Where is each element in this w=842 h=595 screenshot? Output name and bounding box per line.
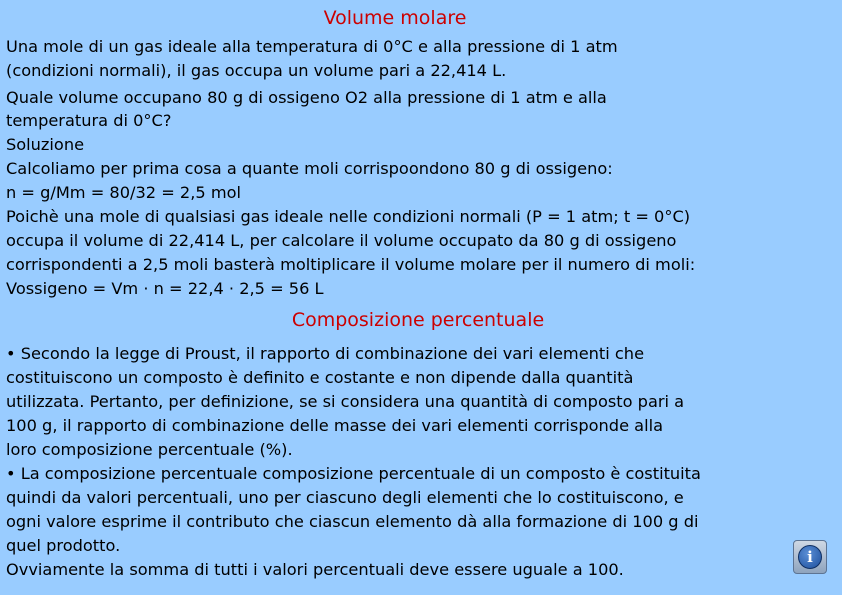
text-line: Calcoliamo per prima cosa a quante moli corrispoondono 80 g di ossigeno:	[6, 159, 613, 178]
text-line: ogni valore esprime il contributo che ciascun elemento dà alla formazione di 100 g di	[6, 512, 699, 531]
text-line: quel prodotto.	[6, 536, 121, 555]
text-line: temperatura di 0°C?	[6, 111, 172, 130]
text-line: occupa il volume di 22,414 L, per calcolare il volume occupato da 80 g di ossigeno	[6, 231, 677, 250]
text-line: loro composizione percentuale (%).	[6, 440, 293, 459]
text-line: Vossigeno = Vm · n = 22,4 · 2,5 = 56 L	[6, 279, 324, 298]
title-composizione-percentuale: Composizione percentuale	[291, 309, 545, 331]
text-line: Soluzione	[6, 135, 85, 154]
text-line: Poichè una mole di qualsiasi gas ideale nelle condizioni normali (P = 1 atm; t = 0°C)	[6, 207, 691, 226]
text-line: (condizioni normali), il gas occupa un volume pari a 22,414 L.	[6, 61, 507, 80]
text-line: Quale volume occupano 80 g di ossigeno O2 alla pressione di 1 atm e alla	[6, 88, 607, 107]
info-button[interactable]	[793, 540, 827, 574]
text-line: 100 g, il rapporto di combinazione delle masse dei vari elementi corrisponde alla	[6, 416, 664, 435]
text-line: • Secondo la legge di Proust, il rapporto di combinazione dei vari elementi che	[6, 344, 645, 363]
info-icon: i	[798, 545, 822, 569]
text-line: n = g/Mm = 80/32 = 2,5 mol	[6, 183, 241, 202]
title-volume-molare: Volume molare	[323, 7, 467, 29]
text-line: utilizzata. Pertanto, per definizione, se si considera una quantità di composto pari a	[6, 392, 685, 411]
text-line: Ovviamente la somma di tutti i valori percentuali deve essere uguale a 100.	[6, 560, 624, 579]
text-line: quindi da valori percentuali, uno per ciascuno degli elementi che lo costituiscono, e	[6, 488, 684, 507]
text-line: Una mole di un gas ideale alla temperatura di 0°C e alla pressione di 1 atm	[6, 37, 618, 56]
text-line: • La composizione percentuale composizione percentuale di un composto è costituita	[6, 464, 701, 483]
text-line: costituiscono un composto è definito e costante e non dipende dalla quantità	[6, 368, 634, 387]
text-line: corrispondenti a 2,5 moli basterà moltiplicare il volume molare per il numero di moli:	[6, 255, 696, 274]
